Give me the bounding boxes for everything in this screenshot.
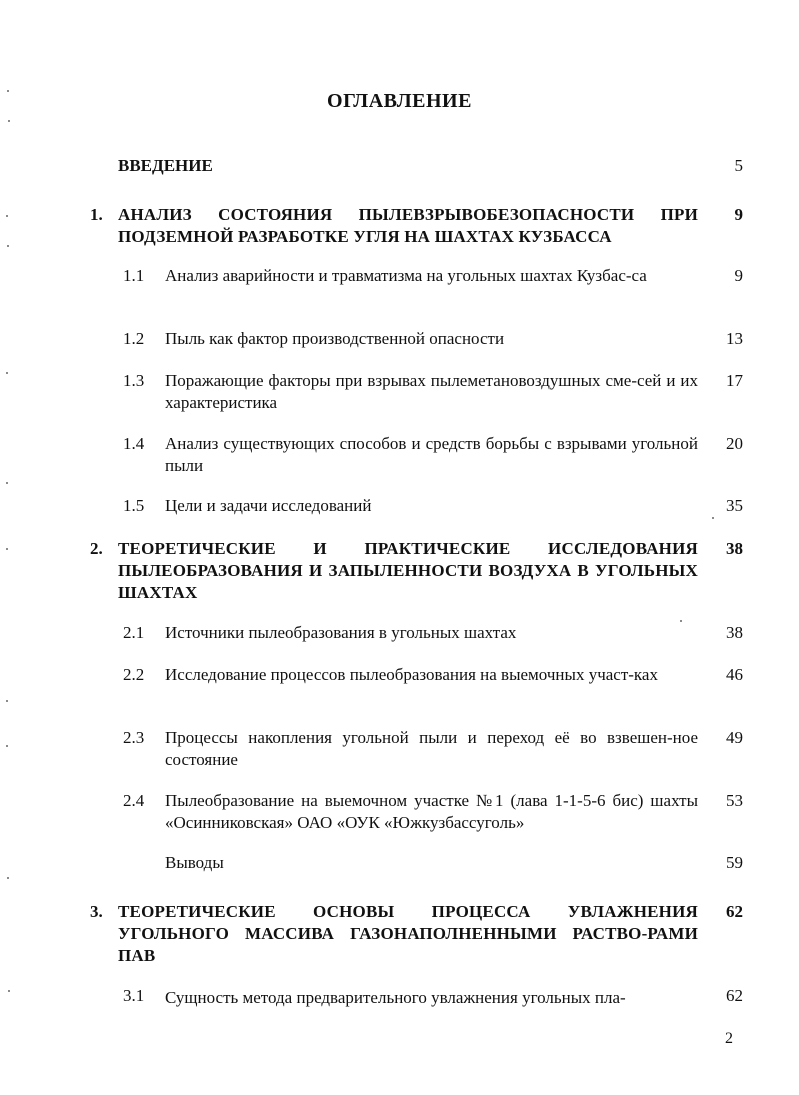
toc-section-title: Анализ аварийности и травматизма на угольных шахтах Кузбас-са xyxy=(165,266,647,285)
scan-speck xyxy=(6,700,8,702)
toc-section-title: Пылеобразование на выемочном участке №1 (лава 1-1-5-6 бис) шахты «Осинниковская» ОАО «ОУК «Южкузбассуголь» xyxy=(165,791,698,832)
toc-chapter-number: 2. xyxy=(90,539,103,558)
toc-section-number: 2.4 xyxy=(123,791,145,810)
scan-speck xyxy=(7,877,9,879)
toc-section-number: 1.1 xyxy=(123,266,145,285)
toc-section-title: Цели и задачи исследований xyxy=(165,496,372,515)
toc-section-number: 1.5 xyxy=(123,496,145,515)
toc-chapter-title: АНАЛИЗ СОСТОЯНИЯ ПЫЛЕВЗРЫВОБЕЗОПАСНОСТИ ПРИ ПОДЗЕМНОЙ РАЗРАБОТКЕ УГЛЯ НА ШАХТАХ КУЗБАССА xyxy=(118,205,698,246)
toc-chapter-page: 38 xyxy=(726,539,743,558)
toc-section-page: 49 xyxy=(726,728,743,747)
scan-speck xyxy=(6,215,8,217)
toc-section-page: 9 xyxy=(734,266,743,285)
toc-chapter-title: ТЕОРЕТИЧЕСКИЕ ОСНОВЫ ПРОЦЕССА УВЛАЖНЕНИЯ УГОЛЬНОГО МАССИВА ГАЗОНАПОЛНЕННЫМИ РАСТВО-РАМИ ПАВ xyxy=(118,902,698,965)
scan-speck xyxy=(680,620,682,622)
toc-section-page: 53 xyxy=(726,791,743,810)
toc-section-title: Поражающие факторы при взрывах пылеметановоздушных сме-сей и их характеристика xyxy=(165,371,698,412)
toc-section-title: Анализ существующих способов и средств борьбы с взрывами угольной пыли xyxy=(165,434,698,475)
toc-section-number: 3.1 xyxy=(123,986,145,1005)
toc-section-number: 1.4 xyxy=(123,434,145,453)
toc-section-title: Исследование процессов пылеобразования на выемочных участ-ках xyxy=(165,665,658,684)
toc-section-title: Источники пылеобразования в угольных шахтах xyxy=(165,623,517,642)
page-number: 2 xyxy=(725,1030,733,1047)
toc-chapter-number: 3. xyxy=(90,902,103,921)
toc-section-title: Пыль как фактор производственной опасности xyxy=(165,329,505,348)
toc-chapter-number: 1. xyxy=(90,205,103,224)
toc-entry-page: 5 xyxy=(734,156,743,175)
toc-section-page: 38 xyxy=(726,623,743,642)
scan-speck xyxy=(7,245,9,247)
page-title: ОГЛАВЛЕНИЕ xyxy=(327,90,472,112)
toc-entry-title: ВВЕДЕНИЕ xyxy=(118,156,213,175)
scan-speck xyxy=(6,548,8,550)
toc-section-page: 20 xyxy=(726,434,743,453)
toc-section-title: Сущность метода предварительного увлажнения угольных пла- xyxy=(165,988,626,1007)
toc-entry-title: Выводы xyxy=(165,853,224,872)
toc-section-title: Процессы накопления угольной пыли и переход её во взвешен-ное состояние xyxy=(165,728,698,769)
toc-section-number: 2.2 xyxy=(123,665,145,684)
scan-speck xyxy=(712,517,714,519)
scan-speck xyxy=(6,372,8,374)
toc-section-page: 35 xyxy=(726,496,743,515)
toc-section-page: 17 xyxy=(726,371,743,390)
toc-section-number: 2.1 xyxy=(123,623,145,642)
toc-section-page: 13 xyxy=(726,329,743,348)
toc-section-page: 62 xyxy=(726,986,743,1005)
scan-speck xyxy=(8,990,10,992)
toc-chapter-title: ТЕОРЕТИЧЕСКИЕ И ПРАКТИЧЕСКИЕ ИССЛЕДОВАНИЯ ПЫЛЕОБРАЗОВАНИЯ И ЗАПЫЛЕННОСТИ ВОЗДУХА В УГОЛЬНЫХ ШАХТАХ xyxy=(118,539,698,602)
scan-speck xyxy=(8,120,10,122)
toc-chapter-page: 9 xyxy=(734,205,743,224)
scan-speck xyxy=(6,745,8,747)
toc-entry-page: 59 xyxy=(726,853,743,872)
scan-speck xyxy=(7,90,9,92)
toc-chapter-page: 62 xyxy=(726,902,743,921)
scan-speck xyxy=(6,482,8,484)
toc-section-number: 1.3 xyxy=(123,371,145,390)
toc-section-number: 2.3 xyxy=(123,728,145,747)
toc-section-number: 1.2 xyxy=(123,329,145,348)
toc-section-page: 46 xyxy=(726,665,743,684)
